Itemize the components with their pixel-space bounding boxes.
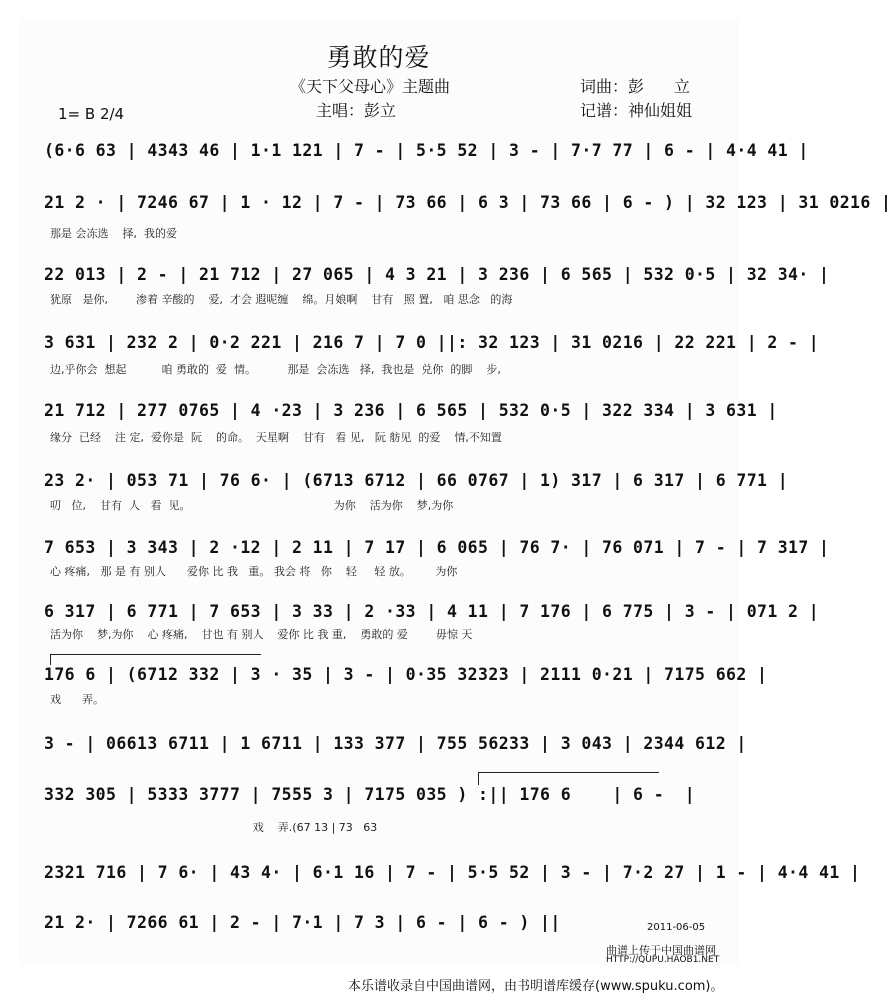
page-title: 勇敢的爱: [326, 43, 431, 72]
score-line-12: 2321 716 | 7 6· | 43 4· | 6·1 16 | 7 - | 5·5 52 | 3 - | 7·2 27 | 1 - | 4·4 41 |: [44, 863, 861, 882]
date-stamp: 2011-06-05: [647, 922, 706, 933]
score-line-10: 3 - | 06613 6711 | 1 6711 | 133 377 | 755 56233 | 3 043 | 2344 612 |: [44, 734, 747, 753]
score-line-1: (6·6 63 | 4343 46 | 1·1 121 | 7 - | 5·5 52 | 3 - | 7·7 77 | 6 - | 4·4 41 |: [44, 141, 809, 160]
subtitle: 《天下父母心》主题曲: [290, 77, 451, 96]
lyric-line-6: 叨 位, 甘有 人 看 见。 为你 活为你 梦,为你: [50, 499, 454, 512]
lyric-line-9: 戏 弄。: [50, 693, 104, 706]
transcriber: 记谱：神仙姐姐: [580, 101, 693, 120]
key-signature: 1= B 2/4: [58, 105, 125, 123]
lyric-line-3: 犹原 是你, 渗着 辛酸的 爱, 才会 遐呢缠 绵。月娘啊 甘有 照 置, 咱 思念 的海: [50, 293, 513, 306]
lyric-line-7: 心 疼痛, 那 是 有 别人 爱你 比 我 重。 我会 将 你 轻 轻 放。 为你: [50, 565, 458, 578]
upload-stamp: 曲谱上传于中国曲谱网: [606, 944, 716, 957]
singer: 主唱：彭立: [316, 101, 397, 120]
upload-url: HTTP://QUPU.HAOB1.NET: [606, 955, 720, 965]
score-line-6: 23 2· | 053 71 | 76 6· | (6713 6712 | 66 0767 | 1) 317 | 6 317 | 6 771 |: [44, 471, 789, 490]
score-line-11: 332 305 | 5333 3777 | 7555 3 | 7175 035 ) :|| 176 6 | 6 - |: [44, 785, 696, 804]
footer-note: 本乐谱收录自中国曲谱网，由书明谱库缓存(www.spuku.com)。: [348, 979, 724, 994]
lyric-line-8: 活为你 梦,为你 心 疼痛, 甘也 有 别人 爱你 比 我 重, 勇敢的 爱 毋惊 天: [50, 628, 473, 641]
score-line-5: 21 712 | 277 0765 | 4 ·23 | 3 236 | 6 565 | 532 0·5 | 322 334 | 3 631 |: [44, 401, 778, 420]
lyricist-label: 词曲：彭: [580, 77, 645, 96]
score-line-9: 176 6 | (6712 332 | 3 · 35 | 3 - | 0·35 32323 | 2111 0·21 | 7175 662 |: [44, 665, 768, 684]
lyric-line-4: 边,乎你会 想起 咱 勇敢的 爱 情。 那是 会冻选 择, 我也是 兑你 的脚 步,: [50, 363, 501, 376]
lyric-line-2: 那是 会冻选 择, 我的爱: [50, 227, 177, 240]
score-line-2: 21 2 · | 7246 67 | 1 · 12 | 7 - | 73 66 | 6 3 | 73 66 | 6 - ) | 32 123 | 31 0216 |: [44, 193, 891, 212]
score-line-3: 22 013 | 2 - | 21 712 | 27 065 | 4 3 21 | 3 236 | 6 565 | 532 0·5 | 32 34· |: [44, 265, 830, 284]
score-line-7: 7 653 | 3 343 | 2 ·12 | 2 11 | 7 17 | 6 065 | 76 7· | 76 071 | 7 - | 7 317 |: [44, 538, 830, 557]
score-line-4: 3 631 | 232 2 | 0·2 221 | 216 7 | 7 0 ||: 32 123 | 31 0216 | 22 221 | 2 - |: [44, 333, 820, 352]
lyric-line-5: 缘分 已经 注 定, 爱你是 阮 的命。 天星啊 甘有 看 见, 阮 舫见 的爱 情,不知置: [50, 431, 502, 444]
score-line-13: 21 2· | 7266 61 | 2 - | 7·1 | 7 3 | 6 - | 6 - ) ||: [44, 913, 561, 932]
lyricist-tail: 立: [674, 77, 691, 96]
lyric-line-11: 戏 弄.(67 13 | 73 63: [50, 821, 378, 834]
lyricist: [580, 74, 690, 97]
score-line-8: 6 317 | 6 771 | 7 653 | 3 33 | 2 ·33 | 4 11 | 7 176 | 6 775 | 3 - | 071 2 |: [44, 602, 820, 621]
